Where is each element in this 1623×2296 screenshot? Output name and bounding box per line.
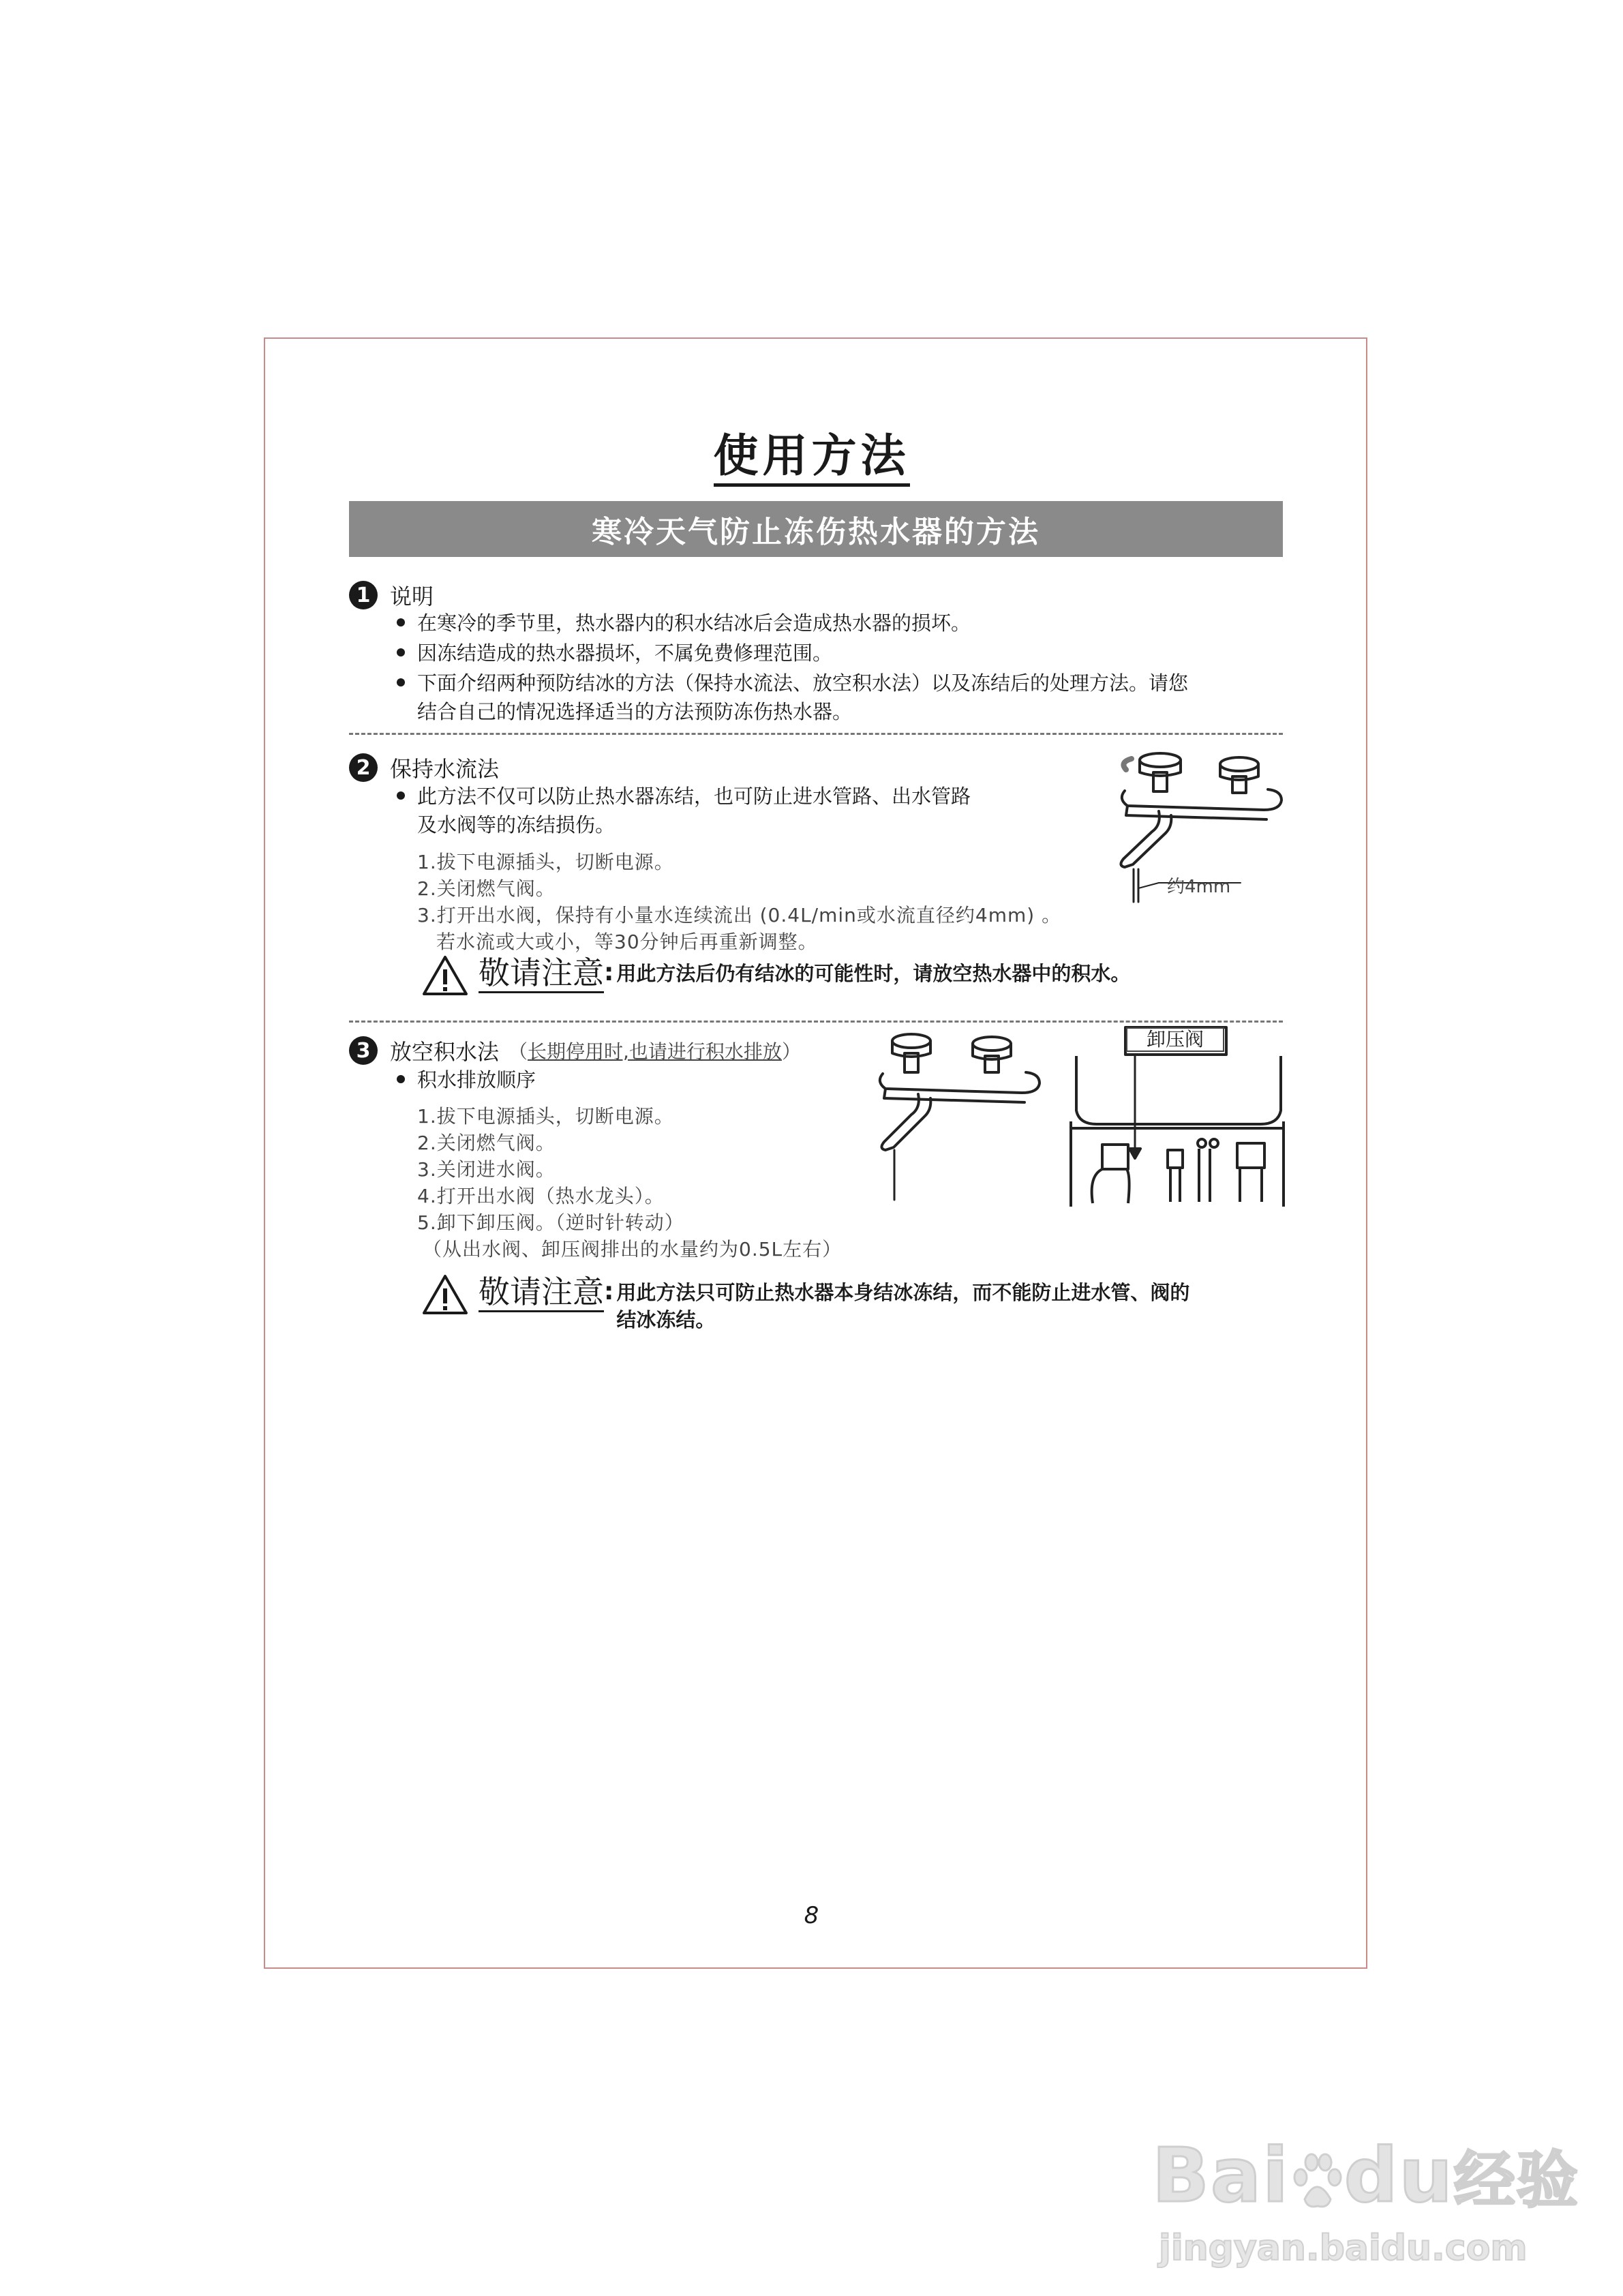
page-title: 使用方法 [0, 419, 1623, 484]
baidu-watermark: Bai du经验 [1152, 2132, 1579, 2219]
section2-bullet-cont: 及水阀等的冻结损伤。 [417, 813, 616, 836]
section-banner: 寒冷天气防止冻伤热水器的方法 [349, 501, 1283, 557]
section1-bullet-1: 在寒冷的季节里，热水器内的积水结冰后会造成热水器的损坏。 [397, 609, 971, 637]
warning-triangle-icon [421, 954, 469, 997]
section3-title: 放空积水法 [390, 1039, 500, 1065]
warning-triangle-icon [421, 1273, 469, 1316]
section3-heading-note: （长期停用时,也请进行积水排放） [509, 1040, 801, 1063]
bullet-dot-icon [397, 1075, 405, 1083]
section3-step-note: （从出水阀、卸压阀排出的水量约为0.5L左右） [423, 1238, 843, 1260]
section2-step-3-cont: 若水流或大或小，等30分钟后再重新调整。 [436, 931, 818, 953]
section2-step-1: 1.拔下电源插头，切断电源。 [417, 851, 674, 873]
bullet-dot-icon [397, 791, 405, 800]
warning-text: 用此方法后仍有结冰的可能性时，请放空热水器中的积水。 [616, 962, 1131, 985]
section3-step-1: 1.拔下电源插头，切断电源。 [417, 1105, 674, 1128]
warning-label: 敬请注意 [479, 954, 604, 993]
section1-bullet-2: 因冻结造成的热水器损坏，不属免费修理范围。 [397, 639, 832, 667]
section2-step-2: 2.关闭燃气阀。 [417, 877, 556, 900]
number-badge-1: 1 [349, 581, 378, 609]
bullet-dot-icon [397, 618, 405, 626]
section3-step-5: 5.卸下卸压阀。（逆时针转动） [417, 1211, 684, 1234]
section2-title: 保持水流法 [390, 756, 500, 782]
section2-warning: 敬请注意 : 用此方法后仍有结冰的可能性时，请放空热水器中的积水。 [421, 954, 1130, 997]
section1-heading [349, 579, 434, 611]
warning-text: 用此方法只可防止热水器本身结冰冻结，而不能防止进水管、阀的 结冰冻结。 [616, 1281, 1190, 1331]
section2-bullet: 此方法不仅可以防止热水器冻结，也可防止进水管路、出水管路 [397, 782, 971, 811]
warning-label: 敬请注意 [479, 1273, 604, 1312]
relief-valve-label: 卸压阀 [1126, 1027, 1224, 1052]
number-badge-3: 3 [349, 1036, 378, 1065]
bullet-dot-icon [397, 648, 405, 656]
watermark-url: jingyan.baidu.com [1159, 2228, 1528, 2269]
section3-step-4: 4.打开出水阀（热水龙头）。 [417, 1185, 665, 1207]
bullet-dot-icon [397, 678, 405, 686]
section3-heading [349, 1035, 801, 1066]
section1-title: 说明 [390, 584, 434, 609]
divider [349, 733, 1283, 735]
number-badge-2: 2 [349, 753, 378, 782]
faucet-drain-illustration [876, 1026, 1060, 1203]
section1-bullet-3-cont: 结合自己的情况选择适当的方法预防冻伤热水器。 [417, 700, 853, 723]
paw-icon [1290, 2150, 1344, 2211]
section2-step-3: 3.打开出水阀，保持有小量水连续流出 (0.4L/min或水流直径约4mm) 。 [417, 904, 1062, 926]
page-number: 8 [804, 1902, 819, 1929]
section3-warning: 敬请注意 : 用此方法只可防止热水器本身结冰冻结，而不能防止进水管、阀的 结冰冻结。 [421, 1273, 1189, 1333]
divider [349, 1021, 1283, 1023]
section3-step-2: 2.关闭燃气阀。 [417, 1132, 556, 1154]
flow-diameter-label: 约4mm [1167, 877, 1231, 897]
section3-bullet: 积水排放顺序 [397, 1066, 536, 1094]
section3-step-3: 3.关闭进水阀。 [417, 1158, 556, 1181]
heater-bottom-illustration [1067, 1026, 1292, 1210]
section2-heading [349, 752, 499, 783]
section1-bullet-3: 下面介绍两种预防结冰的方法（保持水流法、放空积水法）以及冻结后的处理方法。请您 [397, 669, 1188, 697]
